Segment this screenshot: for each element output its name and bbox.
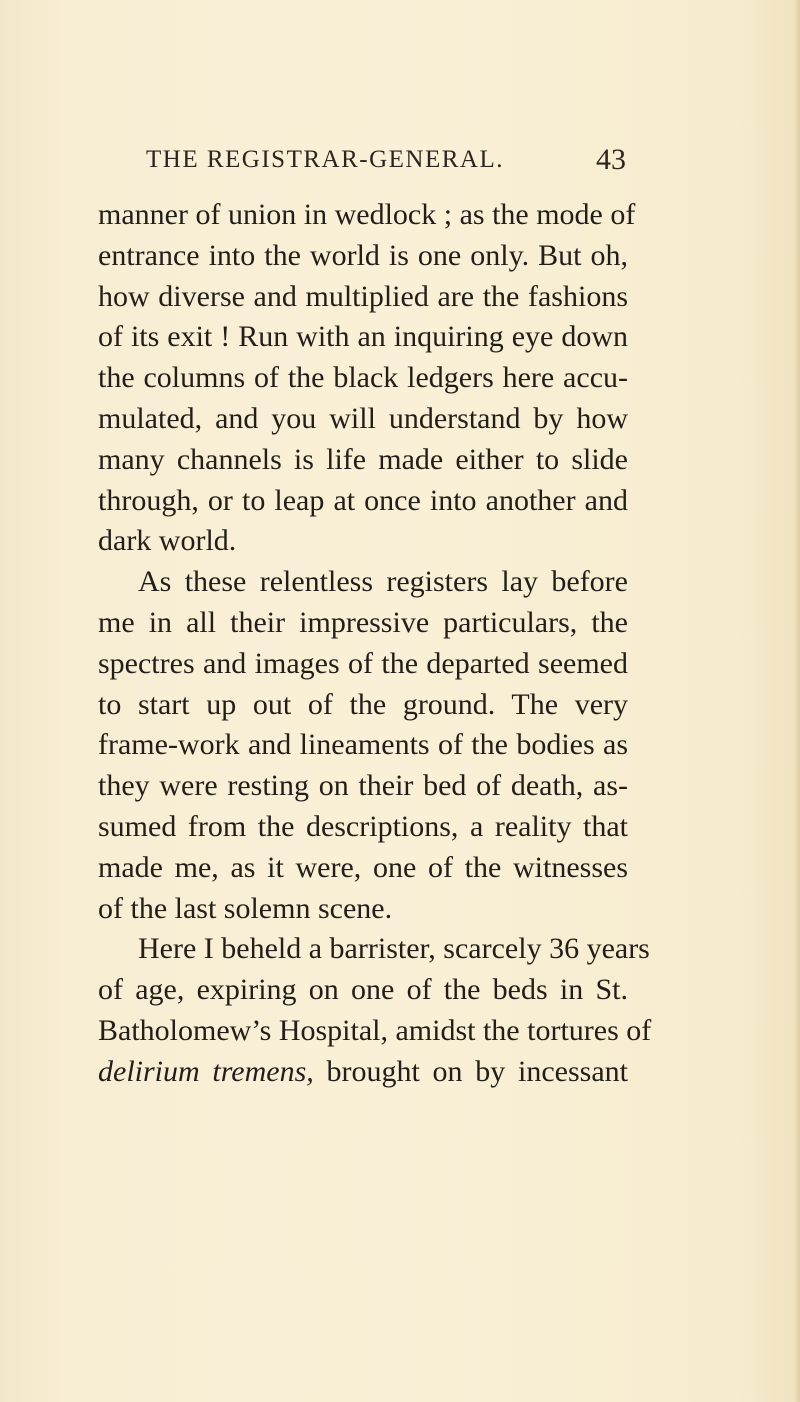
text-line: me in all their impressive particulars, the (98, 605, 628, 639)
text-line: manner of union in wedlock ; as the mode of (98, 198, 636, 231)
text-line: entrance into the world is one only. But oh, (98, 238, 628, 272)
italic-phrase: delirium tremens, (98, 1054, 314, 1088)
text-line: the columns of the black ledgers here accu- (98, 361, 628, 395)
running-head-title: THE REGISTRAR-GENERAL. (146, 146, 504, 173)
text-line: of its exit ! Run with an inquiring eye down (98, 320, 628, 354)
text-line: many channels is life made either to slide (98, 442, 628, 476)
text-line: they were resting on their bed of death, as- (98, 769, 628, 803)
text-line: of age, expiring on one of the beds in St. (98, 973, 628, 1007)
paragraph-first-line: As these relentless registers lay before (138, 565, 628, 599)
text-line (98, 1052, 628, 1093)
text-line: mulated, and you will understand by how (98, 401, 628, 435)
line-remainder: brought on by incessant (313, 1054, 628, 1088)
text-line: frame-work and lineaments of the bodies as (98, 728, 628, 762)
page-number: 43 (596, 143, 626, 176)
text-line: dark world. (98, 524, 237, 558)
text-line: Batholomew’s Hospital, amidst the tortures of (98, 1013, 652, 1047)
text-line: how diverse and multiplied are the fashions (98, 279, 628, 313)
page-edge-shadow (794, 0, 800, 1402)
running-head (146, 140, 626, 180)
text-line: made me, as it were, one of the witnesses (98, 850, 628, 884)
text-line: spectres and images of the departed seemed (98, 646, 628, 680)
body-text (98, 195, 652, 1093)
text-line: sumed from the descriptions, a reality that (98, 809, 628, 843)
text-line: to start up out of the ground. The very (98, 687, 628, 721)
text-line: through, or to leap at once into another and (98, 483, 628, 517)
text-line: of the last solemn scene. (98, 891, 393, 925)
paragraph-first-line: Here I beheld a barrister, scarcely 36 years (138, 932, 650, 966)
